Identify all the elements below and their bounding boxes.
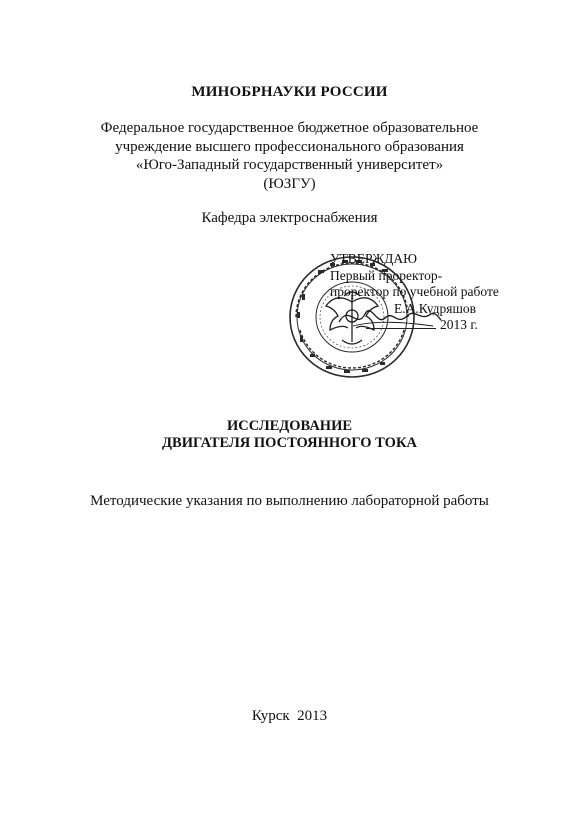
footer-city: Курск xyxy=(251,708,290,724)
approver-position-2: проректор по учебной работе xyxy=(330,284,499,299)
approval-label: УТВЕРЖДАЮ xyxy=(330,251,418,266)
handwritten-signature-icon xyxy=(335,296,445,336)
org-line-3: «Юго-Западный государственный университет» xyxy=(135,157,444,173)
approver-position-1: Первый проректор- xyxy=(330,267,443,283)
footer-year: 2013 xyxy=(297,708,328,724)
department-name: Кафедра электроснабжения xyxy=(201,210,378,226)
document-title xyxy=(0,418,579,452)
document-subtitle: Методические указания по выполнению лабораторной работы xyxy=(90,493,489,509)
organization-block xyxy=(0,119,579,193)
org-line-1: Федеральное государственное бюджетное образовательное xyxy=(100,120,479,136)
org-line-4: (ЮЗГУ) xyxy=(263,175,316,192)
title-line-1: ИССЛЕДОВАНИЕ xyxy=(226,418,353,434)
footer-city-year xyxy=(0,708,579,725)
title-line-2: ДВИГАТЕЛЯ ПОСТОЯННОГО ТОКА xyxy=(162,435,417,451)
approval-year: 2013 г. xyxy=(440,317,478,332)
approver-name: Е.А.Кудряшов xyxy=(394,300,476,316)
ministry-heading: МИНОБРНАУКИ РОССИИ xyxy=(191,84,388,100)
org-line-2: учреждение высшего профессионального образования xyxy=(115,138,464,155)
